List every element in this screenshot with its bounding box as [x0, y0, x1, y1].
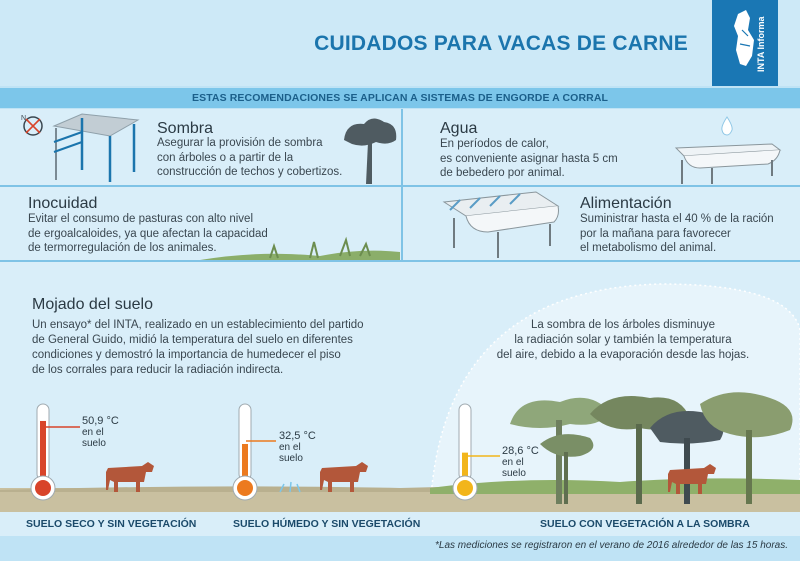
feeder-illustration	[440, 188, 564, 260]
text-line: del aire, debido a la evaporación desde las hojas.	[496, 349, 750, 361]
reading-label: en el	[279, 442, 301, 453]
reading-pointer	[44, 422, 84, 432]
caption-dry: SUELO SECO Y SIN VEGETACIÓN	[26, 518, 197, 530]
water-trough-illustration	[672, 140, 784, 186]
reading-pointer	[246, 436, 280, 446]
shed-illustration	[48, 112, 140, 184]
reading-label: en el	[502, 457, 524, 468]
text-line: de ergoalcaloides, ya que afectan la capacidad	[28, 227, 268, 240]
temperature-value: 50,9 °C	[82, 415, 119, 427]
reading-shade	[502, 446, 539, 479]
section-title-agua: Agua	[440, 120, 478, 137]
compass-icon	[18, 112, 48, 140]
page-title: CUIDADOS PARA VACAS DE CARNE	[314, 32, 688, 55]
cow-illustration	[666, 462, 718, 496]
text-line: con árboles o a partir de la	[157, 151, 294, 164]
water-drop-icon	[720, 116, 734, 136]
thermometer-icon	[230, 402, 260, 502]
text-line: En períodos de calor,	[440, 138, 549, 150]
text-line: Asegurar la provisión de sombra	[157, 137, 323, 149]
section-title-alimentacion: Alimentación	[580, 195, 672, 212]
temperature-value: 32,5 °C	[279, 430, 316, 442]
brand-label: INTA Informa	[756, 16, 766, 72]
text-line: de bebedero por animal.	[440, 167, 565, 179]
soil-wetting-text	[32, 318, 412, 378]
text-line: de los corrales para reducir la radiación indirecta.	[32, 364, 284, 376]
forest-illustration	[500, 384, 800, 508]
caption-shade: SUELO CON VEGETACIÓN A LA SOMBRA	[540, 518, 750, 530]
reading-pointer	[466, 451, 506, 461]
banner	[0, 88, 800, 108]
cow-illustration	[104, 460, 156, 494]
caption-wet: SUELO HÚMEDO Y SIN VEGETACIÓN	[233, 518, 421, 530]
text-line: La sombra de los árboles disminuye	[530, 319, 716, 331]
reading-label: suelo	[279, 453, 303, 464]
section-text-alimentacion	[580, 212, 795, 256]
text-line: la radiación solar y también la temperatura	[514, 334, 732, 346]
text-line: construcción de techos y cobertizos.	[157, 166, 343, 178]
text-line: Un ensayo* del INTA, realizado en un establecimiento del partido	[32, 319, 364, 331]
soil-wetting-title: Mojado del suelo	[32, 296, 153, 313]
text-line: de termorregulación de los animales.	[28, 242, 217, 254]
reading-label: en el	[82, 427, 104, 438]
reading-dry	[82, 416, 119, 449]
section-title-sombra: Sombra	[157, 120, 214, 137]
text-line: de General Guido, midió la temperatura del suelo en diferentes	[32, 334, 353, 346]
reading-wet	[279, 431, 316, 464]
text-line: Suministrar hasta el 40 % de la ración	[580, 213, 774, 225]
svg-text:N: N	[21, 115, 27, 122]
text-line: por la mañana para favorecer	[580, 227, 731, 240]
water-splash-icon	[276, 480, 306, 494]
text-line: el metabolismo del animal.	[580, 242, 717, 254]
text-line: es conveniente asignar hasta 5 cm	[440, 152, 618, 165]
reading-label: suelo	[502, 468, 526, 479]
shade-text	[478, 318, 768, 363]
text-line: Evitar el consumo de pasturas con alto nivel	[28, 213, 254, 225]
section-title-inocuidad: Inocuidad	[28, 195, 98, 212]
footnote: *Las mediciones se registraron en el verano de 2016 alrededor de las 15 horas.	[435, 540, 788, 551]
thermometer-icon	[28, 402, 58, 502]
section-text-agua	[440, 137, 670, 181]
reading-label: suelo	[82, 438, 106, 449]
banner-text: ESTAS RECOMENDACIONES SE APLICAN A SISTEMAS DE ENGORDE A CORRAL	[191, 92, 609, 104]
tree-illustration	[336, 112, 402, 186]
text-line: condiciones y demostró la importancia de humedecer el piso	[32, 349, 341, 361]
grass-illustration	[200, 236, 400, 260]
cow-illustration	[318, 460, 370, 494]
temperature-value: 28,6 °C	[502, 445, 539, 457]
